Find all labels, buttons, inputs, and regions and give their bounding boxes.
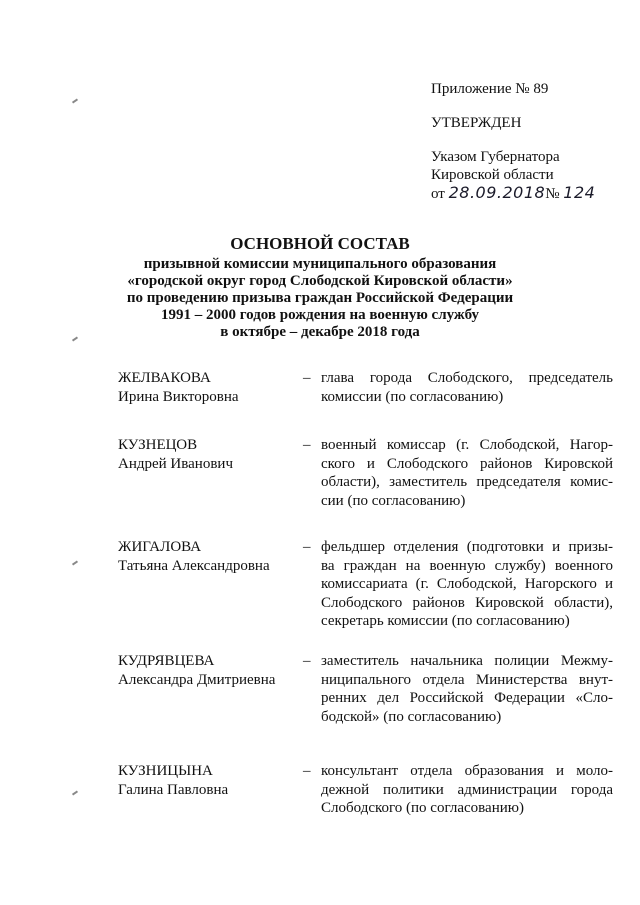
role-line: сии (по согласованию)	[321, 492, 466, 509]
number-sign: №	[545, 186, 560, 202]
role-line: дежной политики администрации города	[321, 781, 613, 798]
appendix-number: Приложение № 89	[431, 81, 549, 97]
decree-date-line	[431, 184, 631, 203]
member-name	[118, 538, 298, 575]
role-line: секретарь комиссии (по согласованию)	[321, 613, 570, 629]
member-name	[118, 369, 298, 406]
role-line: заместитель начальника полиции Межму-	[321, 653, 613, 669]
role-line: области), заместитель председателя комис-	[321, 474, 613, 490]
member-role	[321, 369, 613, 406]
scan-margin-mark	[72, 336, 78, 341]
member-surname: КУЗНЕЦОВ	[118, 437, 198, 453]
role-line: фельдшер отделения (подготовки и призы-	[321, 539, 613, 555]
approved-stamp-text: УТВЕРЖДЕН	[431, 115, 522, 131]
title-main: ОСНОВНОЙ СОСТАВ	[230, 234, 410, 253]
dash-separator: –	[303, 763, 311, 779]
role-line: глава города Слободского, председатель	[321, 370, 613, 386]
member-role	[321, 762, 613, 818]
member-surname: ЖЕЛВАКОВА	[118, 370, 211, 386]
member-role	[321, 538, 613, 631]
role-line: ского и Слободского районов Кировской	[321, 455, 613, 472]
handwritten-date: 28.09.2018	[448, 183, 546, 202]
title-line: в октябре – декабре 2018 года	[220, 324, 420, 340]
member-surname: ЖИГАЛОВА	[118, 539, 202, 555]
role-line: Слободского районов Кировской области),	[321, 594, 613, 611]
title-line: «городской округ город Слободской Кировской области»	[127, 273, 513, 289]
member-name	[118, 436, 298, 473]
role-line: ренних дел Российской Федерации «Сло-	[321, 690, 613, 706]
decree-line-1: Указом Губернатора	[431, 149, 560, 165]
role-line: комиссии (по согласованию)	[321, 388, 504, 405]
role-line: Слободского (по согласованию)	[321, 800, 524, 816]
scan-margin-mark	[72, 560, 78, 565]
scan-margin-mark	[72, 98, 78, 103]
document-title	[120, 234, 520, 341]
role-line: комиссариата (г. Слободской, Нагорского и	[321, 576, 613, 592]
member-given-name: Александра Дмитриевна	[118, 671, 276, 688]
member-role	[321, 652, 613, 726]
date-prefix: от	[431, 186, 445, 202]
member-name	[118, 762, 298, 799]
title-line: по проведению призыва граждан Российской Федерации	[126, 290, 514, 306]
scan-margin-mark	[72, 790, 78, 795]
role-line: консультант отдела образования и моло-	[321, 763, 613, 779]
decree-line-2: Кировской области	[431, 167, 554, 183]
dash-separator: –	[303, 370, 311, 386]
approval-block	[431, 80, 631, 203]
member-given-name: Ирина Викторовна	[118, 388, 239, 405]
dash-separator: –	[303, 653, 311, 669]
member-name	[118, 652, 298, 689]
member-surname: КУЗНИЦЫНА	[118, 763, 213, 779]
role-line: военный комиссар (г. Слободской, Нагор-	[321, 437, 613, 453]
handwritten-number: 124	[563, 183, 596, 202]
member-given-name: Галина Павловна	[118, 781, 229, 798]
title-line: призывной комиссии муниципального образования	[143, 256, 497, 272]
dash-separator: –	[303, 539, 311, 555]
dash-separator: –	[303, 437, 311, 453]
member-given-name: Андрей Иванович	[118, 455, 233, 472]
role-line: ниципального отдела Министерства внут-	[321, 671, 613, 688]
role-line: ва граждан на военную службу) военного	[321, 557, 613, 574]
title-line: 1991 – 2000 годов рождения на военную службу	[160, 307, 480, 323]
member-given-name: Татьяна Александровна	[118, 557, 270, 574]
member-surname: КУДРЯВЦЕВА	[118, 653, 215, 669]
role-line: бодской» (по согласованию)	[321, 708, 502, 725]
member-role	[321, 436, 613, 510]
